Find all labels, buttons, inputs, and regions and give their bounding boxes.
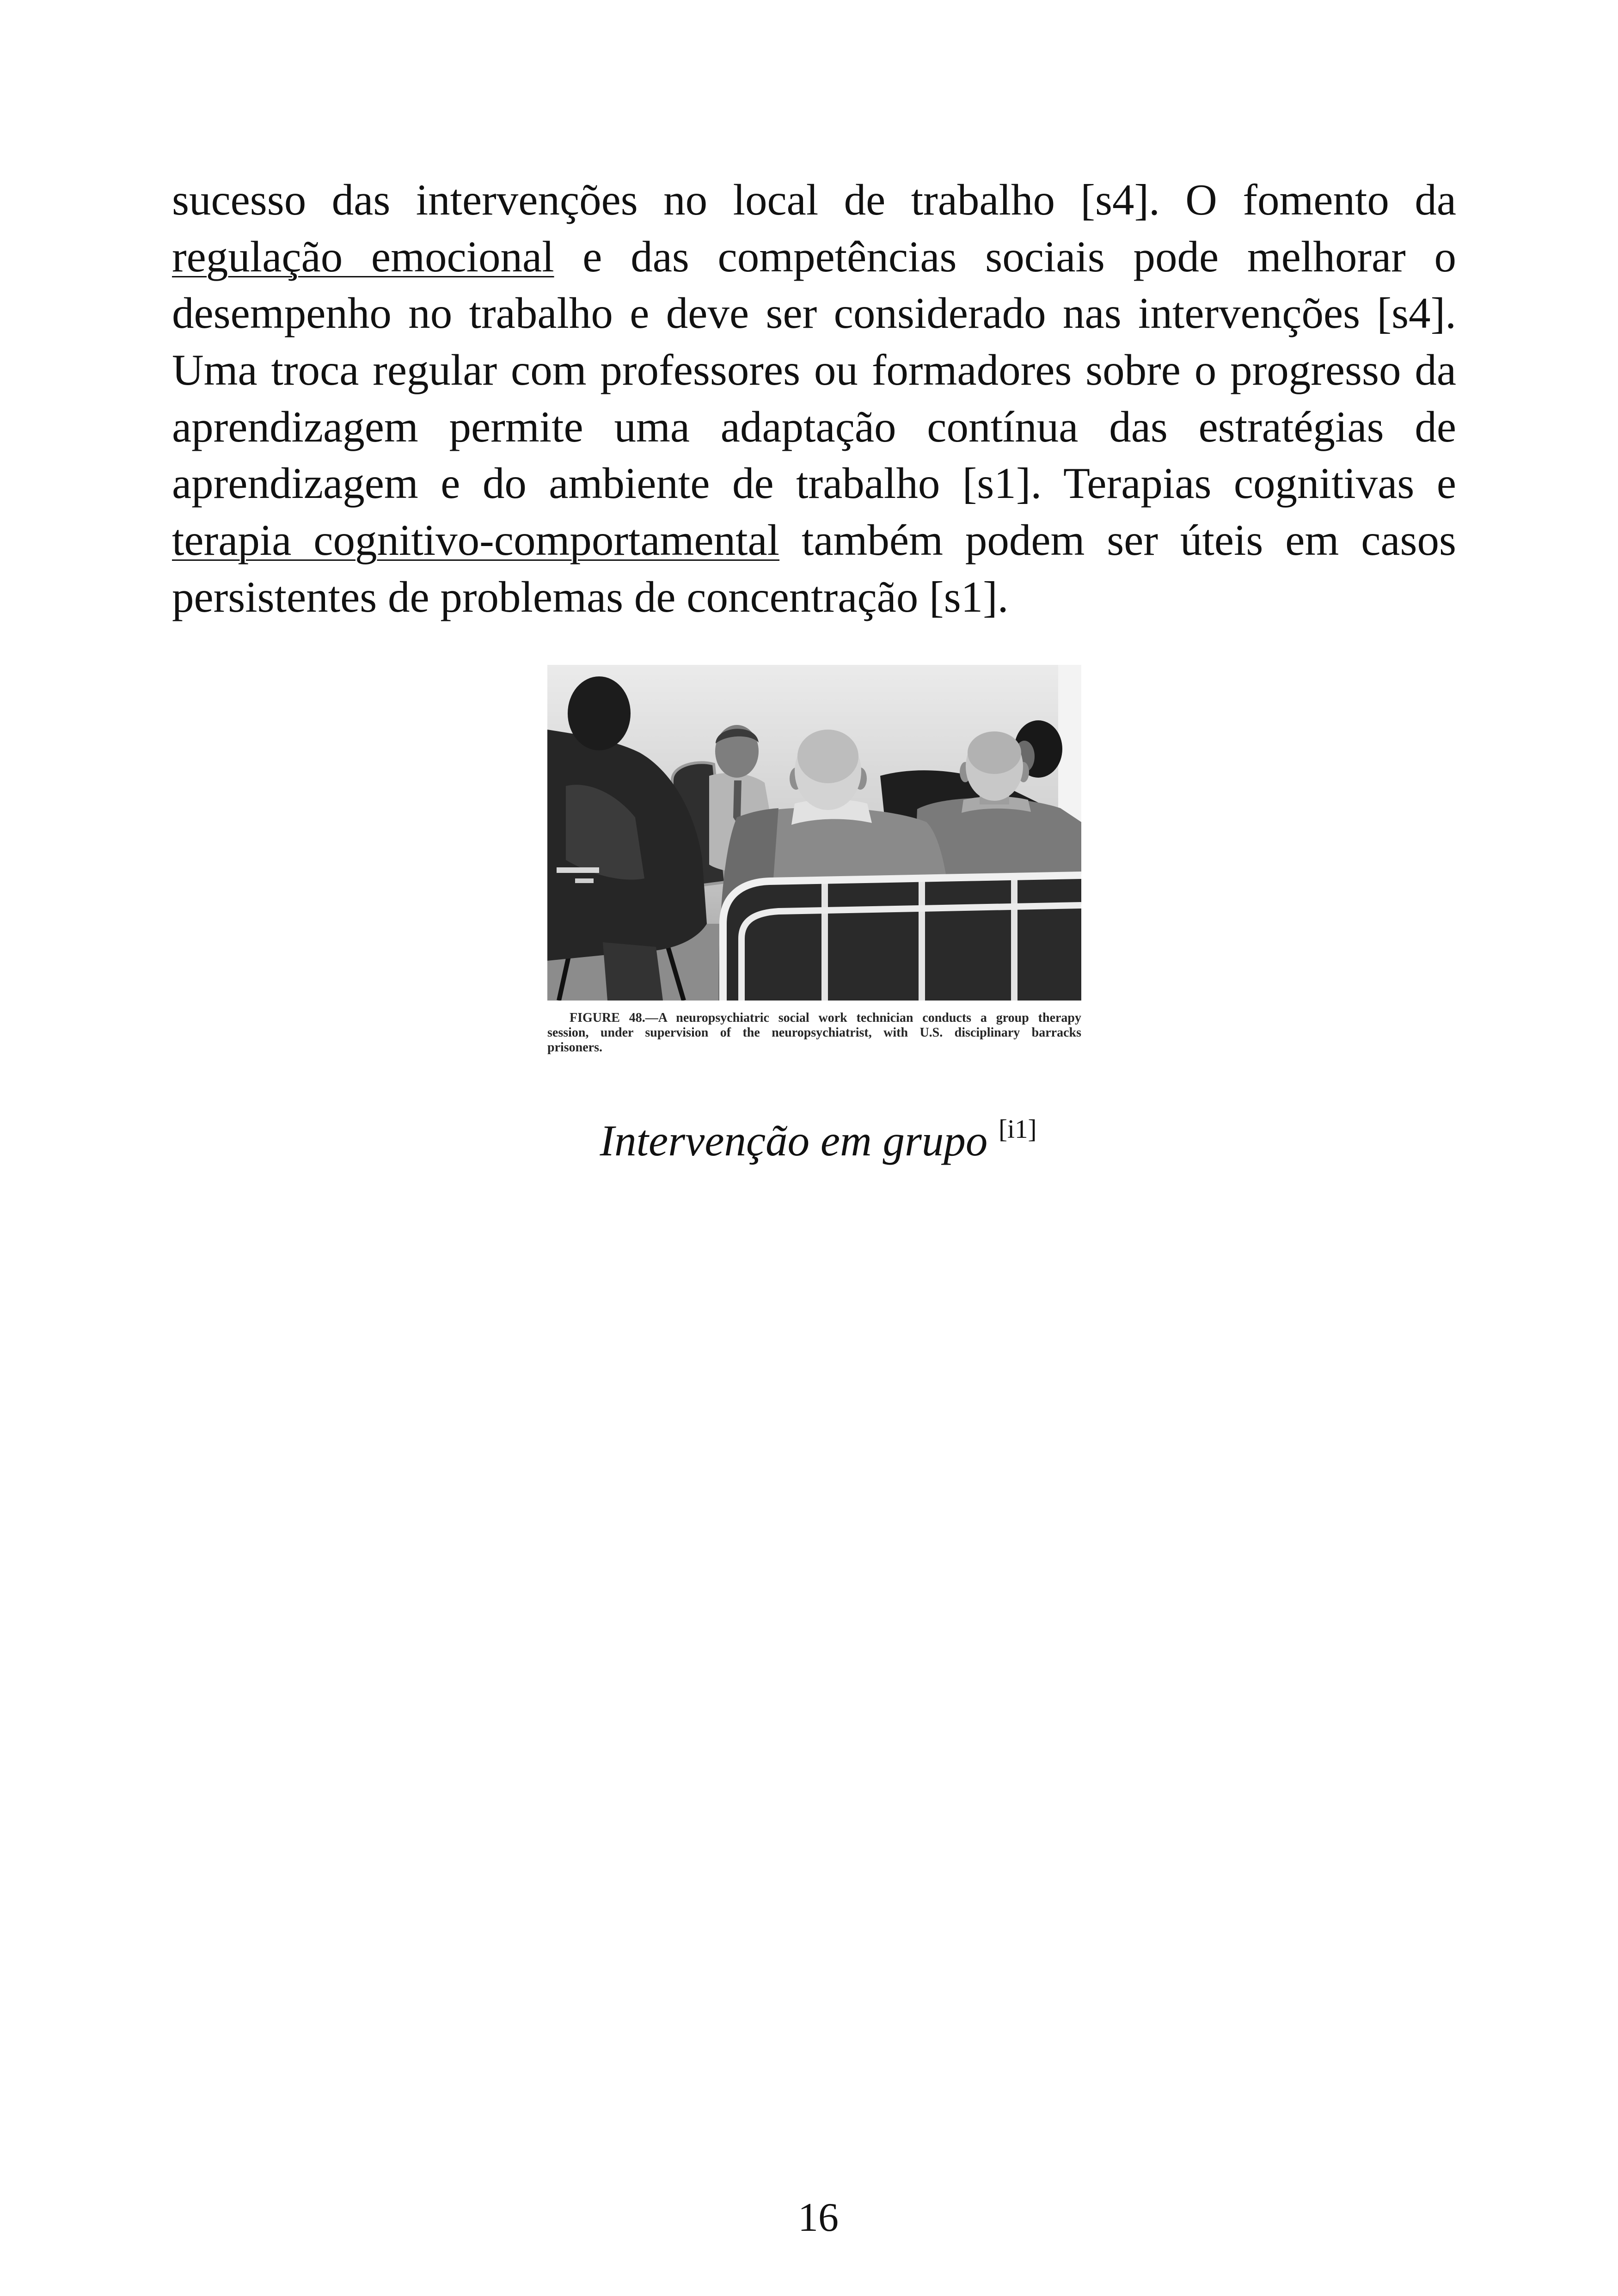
printed-figure-caption: [547, 1011, 1081, 1055]
paragraph-line: [172, 172, 1456, 228]
link-regulacao-emocional[interactable]: regulação emocional: [172, 232, 554, 281]
line-text: aprendizagem e do ambiente de trabalho [s1]. Terapias cognitivas e: [172, 459, 1456, 508]
bench-back: [723, 875, 1081, 1001]
line-text: desempenho no trabalho e deve ser considerado nas intervenções [s4].: [172, 289, 1456, 338]
group-therapy-photo: [547, 665, 1081, 1001]
printed-caption-line: FIGURE 48.—A neuropsychiatric social work technician conducts a group therapy: [570, 1011, 1081, 1025]
paragraph-line: [172, 285, 1456, 342]
line-text: aprendizagem permite uma adaptação contínua das estratégias de: [172, 402, 1456, 451]
figure-caption-text: Intervenção em grupo: [600, 1116, 988, 1165]
page-number: 16: [798, 2195, 839, 2240]
body-paragraph: [172, 172, 1456, 626]
paragraph-line: [172, 455, 1456, 512]
trousers: [603, 942, 663, 1001]
jacket-stencil-mark: [557, 867, 599, 873]
paragraph-line: [172, 399, 1456, 455]
line-text: Uma troca regular com professores ou formadores sobre o progresso da: [172, 345, 1456, 395]
hair: [797, 730, 858, 783]
paragraph-line: [172, 569, 1456, 626]
line-text: também podem ser úteis em casos: [779, 516, 1456, 565]
printed-caption-line: session, under supervision of the neuropsychiatrist, with U.S. disciplinary barracks: [547, 1025, 1081, 1040]
line-text: persistentes de problemas de concentração [s1].: [172, 572, 1009, 621]
photo-bench: [723, 875, 1081, 1001]
printed-caption-line: prisoners.: [547, 1040, 602, 1055]
line-text: sucesso das intervenções no local de trabalho [s4]. O fomento da: [172, 175, 1456, 224]
paragraph-line: [172, 512, 1456, 569]
jacket-stencil-mark: [575, 878, 594, 883]
image-reference: [i1]: [999, 1115, 1037, 1144]
paragraph-line: [172, 342, 1456, 399]
line-text: e das competências sociais pode melhorar o: [554, 232, 1456, 281]
figure: [547, 665, 1081, 1055]
link-terapia-cognitivo-comportamental[interactable]: terapia cognitivo-comportamental: [172, 516, 780, 565]
hair: [968, 731, 1021, 774]
head: [568, 676, 631, 750]
paragraph-line: [172, 228, 1456, 285]
figure-caption: [9, 1112, 1618, 1176]
